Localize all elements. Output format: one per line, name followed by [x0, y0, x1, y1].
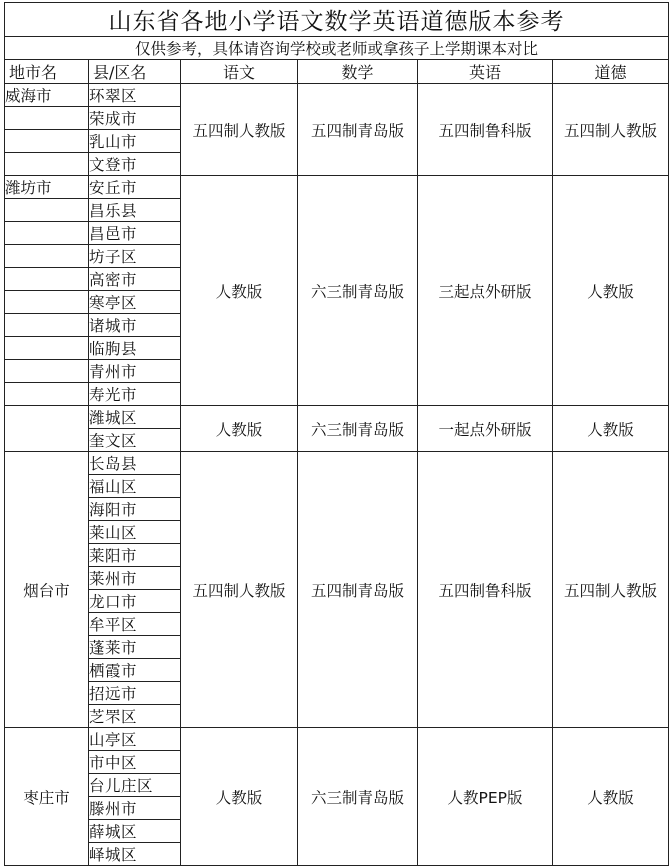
chinese-edition-cell: 五四制人教版 — [181, 452, 298, 728]
county-cell: 昌乐县 — [89, 199, 181, 222]
county-cell: 坊子区 — [89, 245, 181, 268]
county-cell: 奎文区 — [89, 429, 181, 452]
math-edition-cell: 六三制青岛版 — [298, 406, 418, 452]
city-cell-blank — [5, 291, 89, 314]
county-cell: 峄城区 — [89, 843, 181, 866]
moral-edition-cell: 五四制人教版 — [553, 84, 669, 176]
city-cell-blank — [5, 130, 89, 153]
county-cell: 莱阳市 — [89, 544, 181, 567]
county-cell: 福山区 — [89, 475, 181, 498]
table-title: 山东省各地小学语文数学英语道德版本参考 — [5, 3, 669, 37]
english-edition-cell: 一起点外研版 — [418, 406, 553, 452]
county-cell: 寒亭区 — [89, 291, 181, 314]
header-english: 英语 — [418, 60, 553, 84]
county-cell: 诸城市 — [89, 314, 181, 337]
county-cell: 山亭区 — [89, 728, 181, 751]
county-cell: 薛城区 — [89, 820, 181, 843]
city-cell-blank — [5, 107, 89, 130]
city-cell-blank — [5, 245, 89, 268]
city-cell-blank — [5, 153, 89, 176]
county-cell: 青州市 — [89, 360, 181, 383]
english-edition-cell: 三起点外研版 — [418, 176, 553, 406]
county-cell: 寿光市 — [89, 383, 181, 406]
header-math: 数学 — [298, 60, 418, 84]
english-edition-cell: 人教PEP版 — [418, 728, 553, 866]
header-county: 县/区名 — [89, 60, 181, 84]
county-cell: 招远市 — [89, 682, 181, 705]
math-edition-cell: 五四制青岛版 — [298, 84, 418, 176]
county-cell: 莱山区 — [89, 521, 181, 544]
header-city: 地市名 — [5, 60, 89, 84]
city-cell: 枣庄市 — [5, 728, 89, 866]
moral-edition-cell: 人教版 — [553, 176, 669, 406]
moral-edition-cell: 人教版 — [553, 406, 669, 452]
county-cell: 安丘市 — [89, 176, 181, 199]
city-cell-blank — [5, 199, 89, 222]
table-row — [5, 176, 669, 199]
city-cell-blank — [5, 360, 89, 383]
county-cell: 栖霞市 — [89, 659, 181, 682]
county-cell: 乳山市 — [89, 130, 181, 153]
city-cell-blank — [5, 337, 89, 360]
county-cell: 长岛县 — [89, 452, 181, 475]
county-cell: 莱州市 — [89, 567, 181, 590]
chinese-edition-cell: 人教版 — [181, 728, 298, 866]
table-row — [5, 84, 669, 107]
chinese-edition-cell: 五四制人教版 — [181, 84, 298, 176]
city-cell: 烟台市 — [5, 452, 89, 728]
county-cell: 市中区 — [89, 751, 181, 774]
math-edition-cell: 六三制青岛版 — [298, 728, 418, 866]
county-cell: 海阳市 — [89, 498, 181, 521]
city-cell-blank — [5, 222, 89, 245]
county-cell: 环翠区 — [89, 84, 181, 107]
table-row — [5, 452, 669, 475]
county-cell: 芝罘区 — [89, 705, 181, 728]
county-cell: 滕州市 — [89, 797, 181, 820]
county-cell: 龙口市 — [89, 590, 181, 613]
county-cell: 蓬莱市 — [89, 636, 181, 659]
math-edition-cell: 五四制青岛版 — [298, 452, 418, 728]
city-cell — [5, 406, 89, 452]
county-cell: 昌邑市 — [89, 222, 181, 245]
chinese-edition-cell: 人教版 — [181, 406, 298, 452]
moral-edition-cell: 五四制人教版 — [553, 452, 669, 728]
header-chinese: 语文 — [181, 60, 298, 84]
city-cell: 威海市 — [5, 84, 89, 107]
county-cell: 文登市 — [89, 153, 181, 176]
city-cell: 潍坊市 — [5, 176, 89, 199]
city-cell-blank — [5, 268, 89, 291]
math-edition-cell: 六三制青岛版 — [298, 176, 418, 406]
header-moral: 道德 — [553, 60, 669, 84]
city-cell-blank — [5, 383, 89, 406]
english-edition-cell: 五四制鲁科版 — [418, 84, 553, 176]
county-cell: 荣成市 — [89, 107, 181, 130]
table-subtitle: 仅供参考，具体请咨询学校或老师或拿孩子上学期课本对比 — [5, 37, 669, 60]
county-cell: 临朐县 — [89, 337, 181, 360]
textbook-version-table — [4, 2, 669, 866]
county-cell: 潍城区 — [89, 406, 181, 429]
chinese-edition-cell: 人教版 — [181, 176, 298, 406]
county-cell: 台儿庄区 — [89, 774, 181, 797]
county-cell: 牟平区 — [89, 613, 181, 636]
moral-edition-cell: 人教版 — [553, 728, 669, 866]
city-cell-blank — [5, 314, 89, 337]
county-cell: 高密市 — [89, 268, 181, 291]
table-row — [5, 728, 669, 751]
table-row — [5, 406, 669, 429]
english-edition-cell: 五四制鲁科版 — [418, 452, 553, 728]
